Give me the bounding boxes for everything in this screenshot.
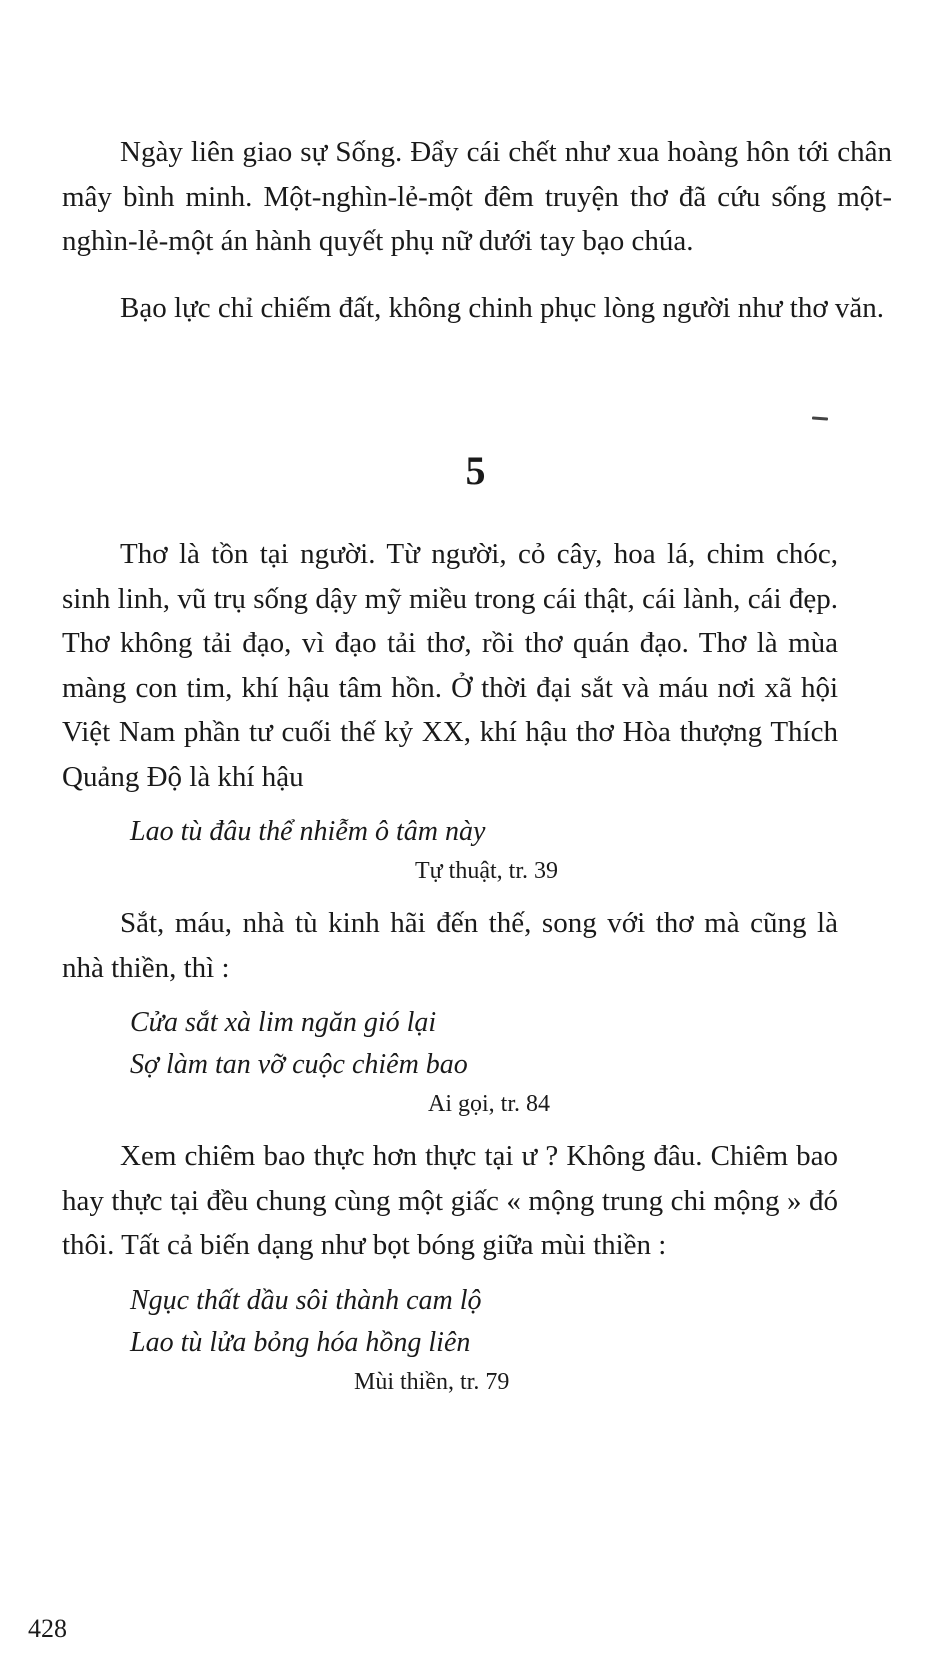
verse-line: Lao tù lửa bỏng hóa hồng liên	[130, 1326, 471, 1358]
verse-line: Cửa sắt xà lim ngăn gió lại	[130, 1007, 437, 1038]
stray-mark	[812, 416, 828, 420]
page-number: 428	[28, 1614, 67, 1643]
verse-quote	[62, 1280, 838, 1364]
paragraph: Ngày liên giao sự Sống. Đẩy cái chết như xua hoàng hôn tới chân mây bình minh. Một-nghìn-lẻ-một đêm truyện thơ đã cứu sống một-nghìn-lẻ-một án hành quyết phụ nữ dưới tay bạo chúa.	[62, 136, 892, 257]
paragraph: Bạo lực chỉ chiếm đất, không chinh phục lòng người như thơ văn.	[120, 291, 885, 324]
citation: Mùi thiền, tr. 79	[354, 1368, 510, 1395]
verse-quote	[62, 811, 838, 853]
paragraph: Xem chiêm bao thực hơn thực tại ư ? Không đâu. Chiêm bao hay thực tại đều chung cùng một giấc « mộng trung chi mộng » đó thôi. Tất cả biến dạng như bọt bóng giữa mùi thiền :	[62, 1140, 838, 1261]
top-text-block	[62, 130, 892, 330]
paragraph: Sắt, máu, nhà tù kinh hãi đến thế, song với thơ mà cũng là nhà thiền, thì :	[62, 907, 838, 984]
verse-quote	[62, 1002, 838, 1086]
section-number: 5	[465, 448, 486, 493]
verse-line: Ngục thất dầu sôi thành cam lộ	[130, 1284, 482, 1316]
verse-line: Sợ làm tan vỡ cuộc chiêm bao	[130, 1049, 468, 1080]
citation: Tự thuật, tr. 39	[415, 858, 558, 884]
paragraph: Thơ là tồn tại người. Từ người, cỏ cây, hoa lá, chim chóc, sinh linh, vũ trụ sống dậy mỹ miều trong cái thật, cái lành, cái đẹp. Thơ không tải đạo, vì đạo tải thơ, rồi thơ quán đạo. Thơ là mùa màng con tim, khí hậu tâm hồn. Ở thời đại sắt và máu nơi xã hội Việt Nam phần tư cuối thế kỷ XX, khí hậu thơ Hòa thượng Thích Quảng Độ là khí hậu	[62, 538, 838, 793]
section-body	[62, 532, 838, 1400]
citation: Ai gọi, tr. 84	[428, 1091, 551, 1117]
verse-line: Lao tù đâu thể nhiễm ô tâm này	[130, 816, 486, 847]
